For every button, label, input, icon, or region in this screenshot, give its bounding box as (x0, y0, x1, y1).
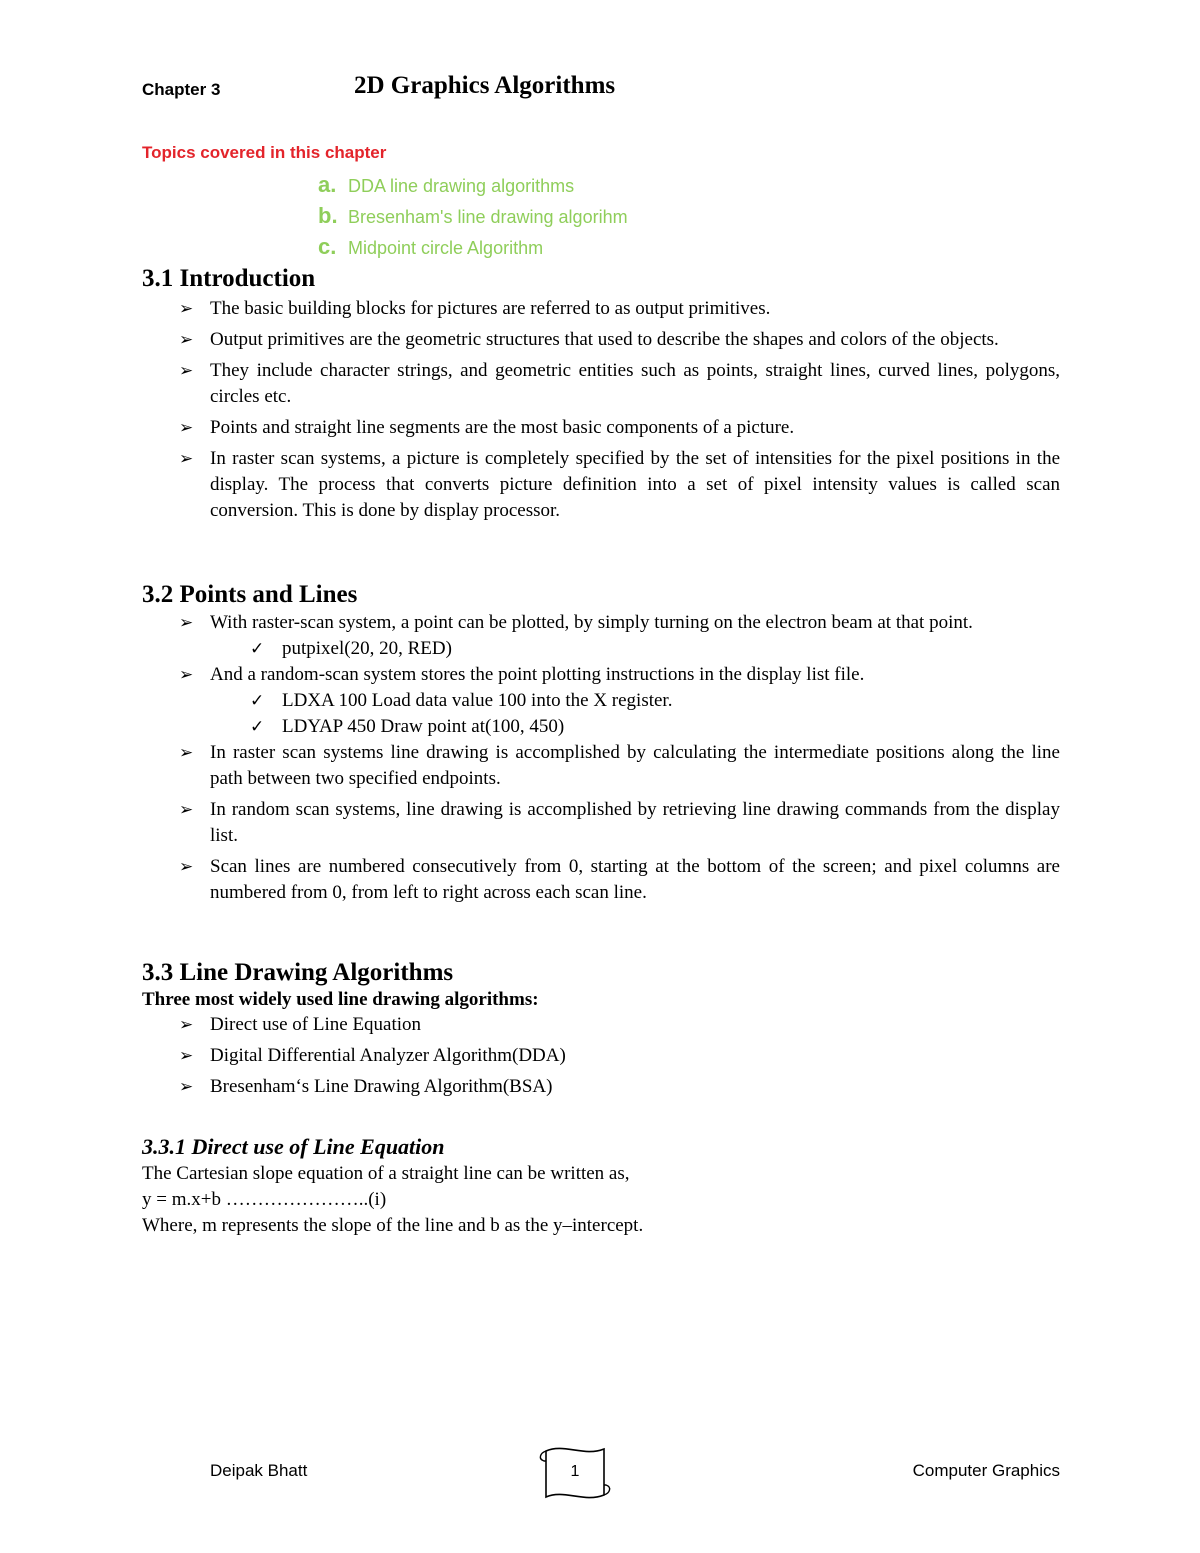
arrow-bullet-icon: ➢ (179, 299, 194, 318)
subsection-heading: 3.3.1 Direct use of Line Equation (142, 1134, 445, 1159)
list-item: ➢ Bresenham‘s Line Drawing Algorithm(BSA) (142, 1074, 1060, 1100)
intro-list (142, 296, 1060, 524)
section-heading: 3.2 Points and Lines (142, 581, 358, 608)
list-item: ➢ Digital Differential Analyzer Algorithm(DDA) (142, 1043, 1060, 1069)
arrow-bullet-icon: ➢ (179, 361, 194, 380)
section-subheading: Three most widely used line drawing algorithms: (142, 989, 539, 1010)
list-item: ➢ With raster-scan system, a point can be plotted, by simply turning on the electron beam at that point. (142, 610, 1060, 636)
section-line-algorithms (142, 958, 1060, 1105)
list-item: ➢ In random scan systems, line drawing is accomplished by retrieving line drawing commands from the display list. (179, 799, 1060, 846)
footer-course: Computer Graphics (912, 1461, 1060, 1480)
check-item: ✓ LDYAP 450 Draw point at(100, 450) (142, 714, 1060, 740)
page-number: 1 (570, 1463, 580, 1480)
section-points-lines (142, 580, 1060, 911)
footer-author: Deipak Bhatt (210, 1461, 308, 1480)
arrow-bullet-icon: ➢ (179, 800, 194, 819)
topic-letter: b. (318, 203, 338, 228)
chapter-label: Chapter 3 (142, 80, 221, 99)
arrow-bullet-icon: ➢ (179, 743, 194, 762)
points-list (142, 610, 1060, 636)
page-footer (210, 1445, 1060, 1505)
list-item: ➢ Direct use of Line Equation (142, 1012, 1060, 1038)
paragraph-line: The Cartesian slope equation of a straight line can be written as, (142, 1163, 630, 1184)
topics-heading: Topics covered in this chapter (142, 143, 387, 162)
section-heading: 3.1 Introduction (142, 265, 316, 292)
topic-item (318, 172, 628, 203)
arrow-bullet-icon: ➢ (179, 857, 194, 876)
list-item: ➢ Points and straight line segments are the most basic components of a picture. (142, 415, 1060, 441)
arrow-bullet-icon: ➢ (179, 1015, 194, 1034)
list-item: ➢ They include character strings, and geometric entities such as points, straight lines, curved lines, polygons, circles etc. (179, 360, 1060, 407)
points-list (142, 662, 1060, 688)
list-item: ➢ In raster scan systems line drawing is accomplished by calculating the intermediate positions along the line path between two specified endpoints. (179, 742, 1060, 789)
arrow-bullet-icon: ➢ (179, 613, 194, 632)
arrow-bullet-icon: ➢ (179, 449, 194, 468)
check-list (142, 688, 1060, 740)
checkmark-icon: ✓ (250, 639, 265, 658)
algorithms-list (142, 1012, 1060, 1100)
arrow-bullet-icon: ➢ (179, 330, 194, 349)
points-list (142, 740, 1060, 906)
checkmark-icon: ✓ (250, 717, 265, 736)
section-direct-line-equation (142, 1133, 1060, 1239)
arrow-bullet-icon: ➢ (179, 665, 194, 684)
arrow-bullet-icon: ➢ (179, 1046, 194, 1065)
section-heading: 3.3 Line Drawing Algorithms (142, 959, 454, 986)
topic-item (318, 203, 628, 234)
list-item: ➢ The basic building blocks for pictures are referred to as output primitives. (142, 296, 1060, 322)
list-item: ➢ And a random-scan system stores the point plotting instructions in the display list file. (142, 662, 1060, 688)
check-item: ✓ LDXA 100 Load data value 100 into the X register. (142, 688, 1060, 714)
paragraph-line: Where, m represents the slope of the line and b as the y–intercept. (142, 1215, 644, 1236)
check-item: ✓ putpixel(20, 20, RED) (142, 636, 1060, 662)
list-item: ➢ Output primitives are the geometric structures that used to describe the shapes and colors of the objects. (142, 327, 1060, 353)
equation-line: y = m.x+b …………………..(i) (142, 1189, 387, 1210)
topic-letter: c. (318, 234, 337, 259)
check-list (142, 636, 1060, 662)
arrow-bullet-icon: ➢ (179, 418, 194, 437)
topic-text: Midpoint circle Algorithm (348, 238, 544, 258)
topic-letter: a. (318, 172, 337, 197)
chapter-title: 2D Graphics Algorithms (354, 72, 616, 99)
topics-list (318, 172, 628, 265)
checkmark-icon: ✓ (250, 691, 265, 710)
arrow-bullet-icon: ➢ (179, 1077, 194, 1096)
section-introduction (142, 264, 1060, 529)
topic-text: Bresenham's line drawing algorihm (348, 207, 628, 227)
topic-item (318, 234, 628, 265)
list-item: ➢ In raster scan systems, a picture is completely specified by the set of intensities for the pixel positions in the display. The process that converts picture definition into a set of pixel intensity values is called scan conversion. This is done by display processor. (179, 448, 1060, 521)
topic-text: DDA line drawing algorithms (348, 176, 575, 196)
chapter-header (142, 72, 1062, 108)
list-item: ➢ Scan lines are numbered consecutively from 0, starting at the bottom of the screen; and pixel columns are numbered from 0, from left to right across each scan line. (179, 856, 1060, 903)
